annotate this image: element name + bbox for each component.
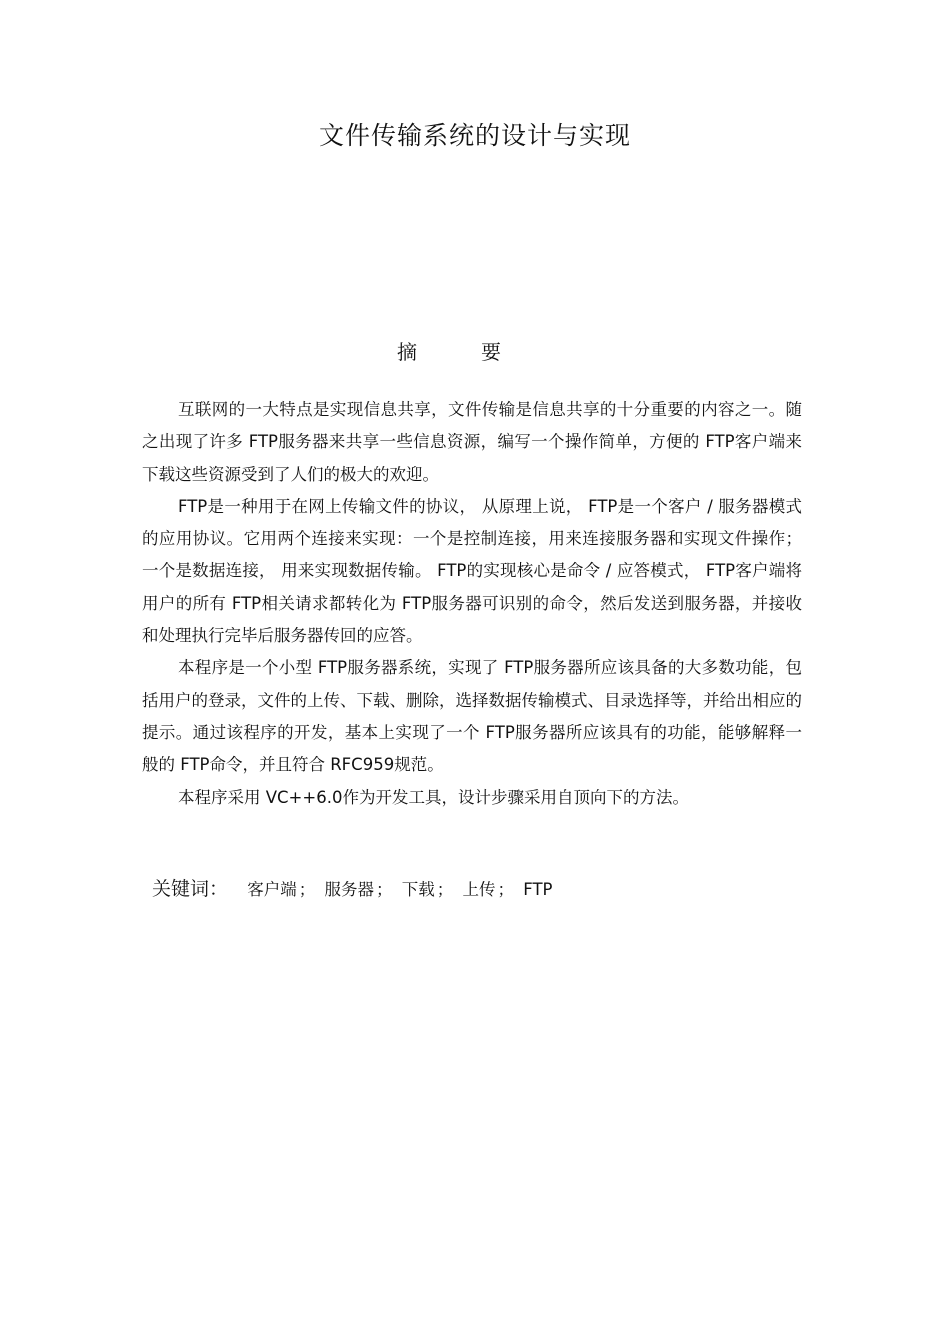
keyword-item: 客户端 [247,880,297,899]
keywords-label: 关键词： [152,878,229,900]
abstract-paragraph: 本程序采用 VC++6.0作为开发工具，设计步骤采用自顶向下的方法。 [178,787,689,807]
abstract-paragraph: 本程序是一个小型 FTP服务器系统，实现了 FTP服务器所应该具备的大多数功能，包括用户的登录，文件的上传、下载、删除，选择数据传输模式、目录选择等，并给出相应的提示。通过该程序的开发，基本上实现了一个 FTP服务器所应该具有的功能，能够解释一般的 FTP命令，并且符合 RFC959规范。 [142,658,802,775]
abstract-heading: 摘 要 [397,340,523,364]
keyword-separator: ； [376,880,393,899]
keywords-line [152,874,555,901]
keyword-item: 服务器 [324,880,375,899]
keyword-item: FTP [523,880,553,899]
keyword-item: 下载 [401,880,435,899]
abstract-body [142,394,802,814]
abstract-paragraph: 互联网的一大特点是实现信息共享，文件传输是信息共享的十分重要的内容之一。随之出现了许多 FTP服务器来共享一些信息资源，编写一个操作简单，方便的 FTP客户端来下载这些资源受到了人们的极大的欢迎。 [142,400,802,484]
document-title: 文件传输系统的设计与实现 [318,121,631,150]
abstract-paragraph: FTP是一种用于在网上传输文件的协议， 从原理上说， FTP是一个客户 / 服务器模式的应用协议。它用两个连接来实现：一个是控制连接，用来连接服务器和实现文件操作； 一个是数据连接， 用来实现数据传输。 FTP的实现核心是命令 / 应答模式， FTP客户端将用户的所有 FTP相关请求都转化为 FTP服务器可识别的命令，然后发送到服务器，并接收和处理执行完毕后服务器传回的应答。 [142,496,802,646]
keyword-separator: ； [298,880,316,899]
keyword-item: 上传 [462,880,496,899]
keyword-separator: ； [436,880,454,899]
keyword-separator: ； [497,880,515,899]
